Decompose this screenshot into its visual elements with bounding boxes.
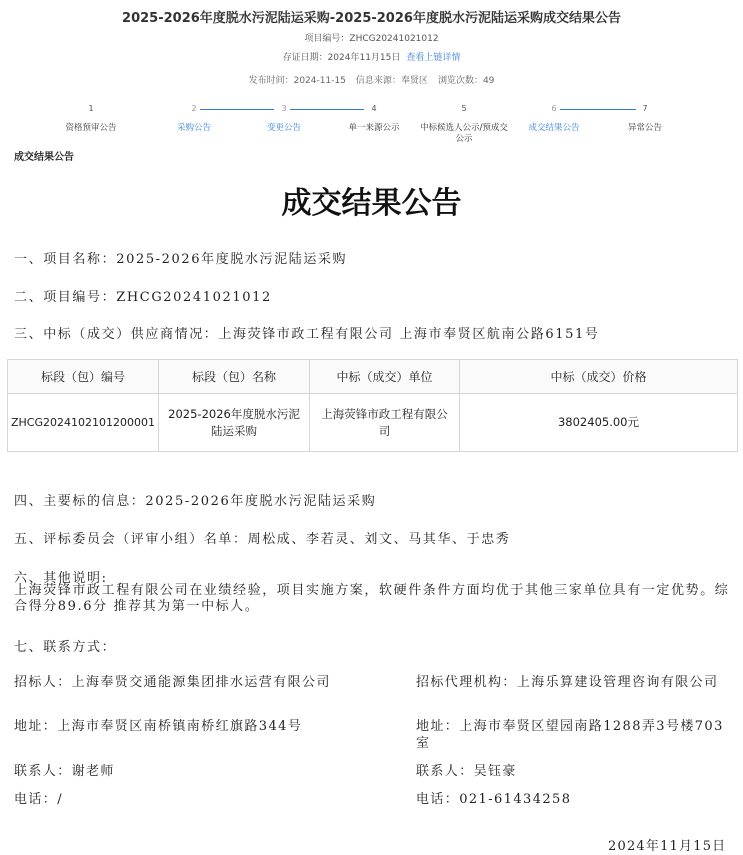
other-notes-body: 上海荧锋市政工程有限公司在业绩经验，项目实施方案，软硬件条件方面均优于其他三家单位具有一定优势。综合得分89.6分 推荐其为第一中标人。 [14,583,730,614]
cell-price: 3802405.00元 [460,394,738,452]
col-lot-name: 标段（包）名称 [159,360,310,394]
deposit-info [0,50,743,63]
info-source: 信息来源：奉贤区 [355,76,428,86]
step-result[interactable]: 6 成交结果公告 [528,104,580,133]
step-prequalification[interactable]: 1 资格预审公告 [65,104,117,133]
col-winner: 中标（成交）单位 [310,360,460,394]
step-change[interactable]: 3 变更公告 [266,104,301,133]
step-abnormal[interactable]: 7 异常公告 [627,104,662,133]
cell-lot-name: 2025-2026年度脱水污泥陆运采购 [159,394,310,452]
publish-meta [0,73,743,86]
chain-detail-link[interactable]: 查看上链详情 [406,53,461,63]
agent-phone: 电话：021-61434258 [416,792,572,807]
agent-contact-person: 联系人：吴钰豪 [416,764,517,779]
buyer-address: 地址：上海市奉贤区南桥镇南桥红旗路344号 [14,719,303,734]
buyer-contact-person: 联系人：谢老师 [14,764,115,779]
step-procurement[interactable]: 2 采购公告 [176,104,211,133]
contact-title: 七、联系方式： [14,640,117,655]
deposit-date: 存证日期：2024年11月15日 [282,53,401,63]
view-count: 浏览次数：49 [437,76,495,86]
other-notes-title: 六、其他说明: [14,571,108,586]
cell-lot-number: ZHCG2024102101200001 [8,394,159,452]
project-number: 项目编号：ZHCG20241021012 [304,34,439,44]
col-lot-number: 标段（包）编号 [8,360,159,394]
step-single-source[interactable]: 4 单一来源公示 [348,104,400,133]
agent-address: 地址：上海市奉贤区望园南路1288弄3号楼703室 [416,719,724,751]
process-steps [0,104,743,152]
buyer-phone: 电话：/ [14,792,63,807]
project-code: 二、项目编号：ZHCG20241021012 [14,290,272,305]
main-subject: 四、主要标的信息：2025-2026年度脱水污泥陆运采购 [14,494,377,509]
col-price: 中标（成交）价格 [460,360,738,394]
award-table [7,359,738,452]
section-tag: 成交结果公告 [14,152,74,163]
publish-time: 发布时间：2024-11-15 [248,76,346,86]
buyer-name: 招标人：上海奉贤交通能源集团排水运营有限公司 [14,675,331,690]
winning-supplier: 三、中标（成交）供应商情况：上海荧锋市政工程有限公司 上海市奉贤区航南公路6151号 [14,327,600,342]
step-candidates[interactable]: 5 中标候选人公示/预成交公示 [420,104,508,144]
table-header-row [8,360,738,394]
review-committee: 五、评标委员会（评审小组）名单：周松成、李若灵、刘文、马其华、于忠秀 [14,532,511,547]
footer-date: 2024年11月15日 [608,839,727,854]
document-title: 成交结果公告 [281,186,462,221]
cell-winner: 上海荧锋市政工程有限公司 [310,394,460,452]
project-name: 一、项目名称：2025-2026年度脱水污泥陆运采购 [14,252,348,267]
table-row [8,394,738,452]
agent-name: 招标代理机构：上海乐算建设管理咨询有限公司 [416,675,719,690]
announcement-title: 2025-2026年度脱水污泥陆运采购-2025-2026年度脱水污泥陆运采购成交结果公告 [122,11,621,26]
